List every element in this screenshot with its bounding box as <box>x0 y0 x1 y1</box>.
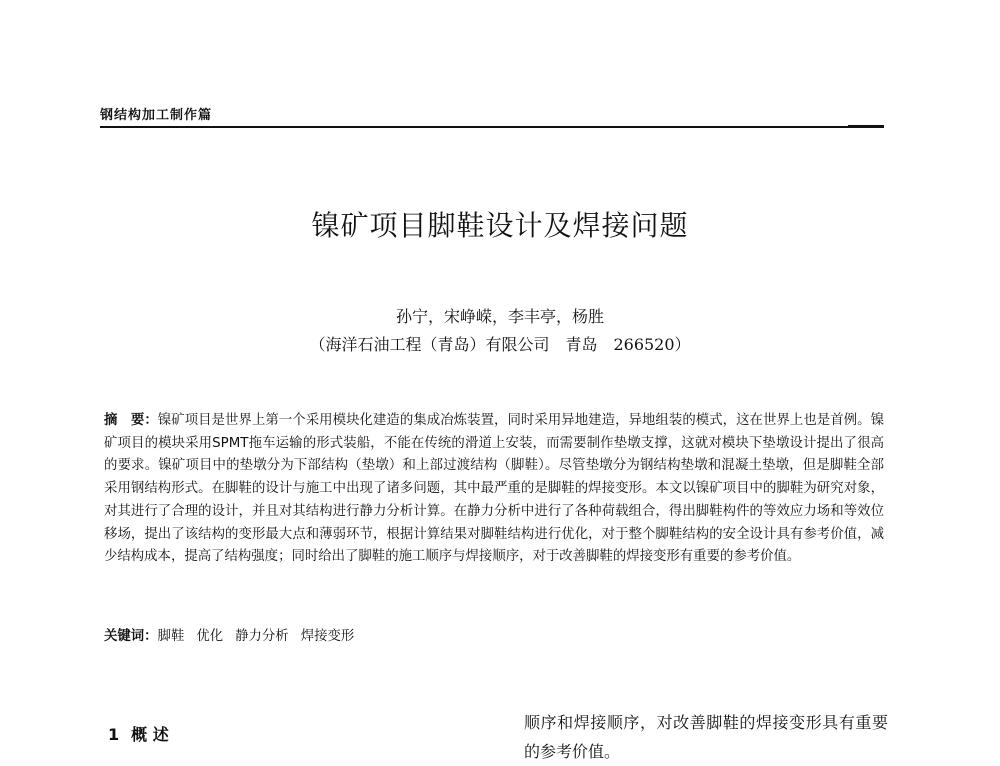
header-rule <box>100 126 884 128</box>
keywords <box>104 625 366 644</box>
keyword: 焊接变形 <box>300 629 355 644</box>
header-rule-end <box>848 125 884 128</box>
abstract-text: 镍矿项目是世界上第一个采用模块化建造的集成冶炼装置，同时采用异地建造，异地组装的模式，这在世界上也是首例。镍矿项目的模块采用SPMT拖车运输的形式装船，不能在传统的滑道上安装，而需要制作垫墩支撑，这就对模块下垫墩设计提出了很高的要求。镍矿项目中的垫墩分为下部结构（垫墩）和上部过渡结构（脚鞋）。尽管垫墩分为钢结构垫墩和混凝土垫墩，但是脚鞋全部采用钢结构形式。在脚鞋的设计与施工中出现了诸多问题，其中最严重的是脚鞋的焊接变形。本文以镍矿项目中的脚鞋为研究对象，对其进行了合理的设计，并且对其结构进行静力分析计算。在静力分析中进行了各种荷载组合，得出脚鞋构件的等效应力场和等效位移场，提出了该结构的变形最大点和薄弱环节，根据计算结果对脚鞋结构进行优化，对于整个脚鞋结构的安全设计具有参考价值，减少结构成本，提高了结构强度；同时给出了脚鞋的施工顺序与焊接顺序，对于改善脚鞋的焊接变形有重要的参考价值。 <box>104 413 884 565</box>
body-column-text: 顺序和焊接顺序，对改善脚鞋的焊接变形具有重要的参考价值。 <box>524 713 888 761</box>
keyword: 静力分析 <box>235 629 289 644</box>
affiliation: （海洋石油工程（青岛）有限公司 青岛 266520） <box>309 335 691 354</box>
section-title: 概 述 <box>131 725 169 744</box>
running-head: 钢结构加工制作篇 <box>100 108 213 123</box>
keyword: 优化 <box>196 629 224 644</box>
keywords-label: 关键词： <box>104 629 158 644</box>
section-number: 1 <box>108 725 120 744</box>
section-heading <box>108 722 169 745</box>
keyword: 脚鞋 <box>157 629 185 644</box>
abstract-label: 摘 要： <box>104 413 158 428</box>
article-title: 镍矿项目脚鞋设计及焊接问题 <box>311 209 689 242</box>
abstract <box>104 410 884 569</box>
author-list: 孙宁，宋峥嵘，李丰亭，杨胜 <box>395 307 604 326</box>
